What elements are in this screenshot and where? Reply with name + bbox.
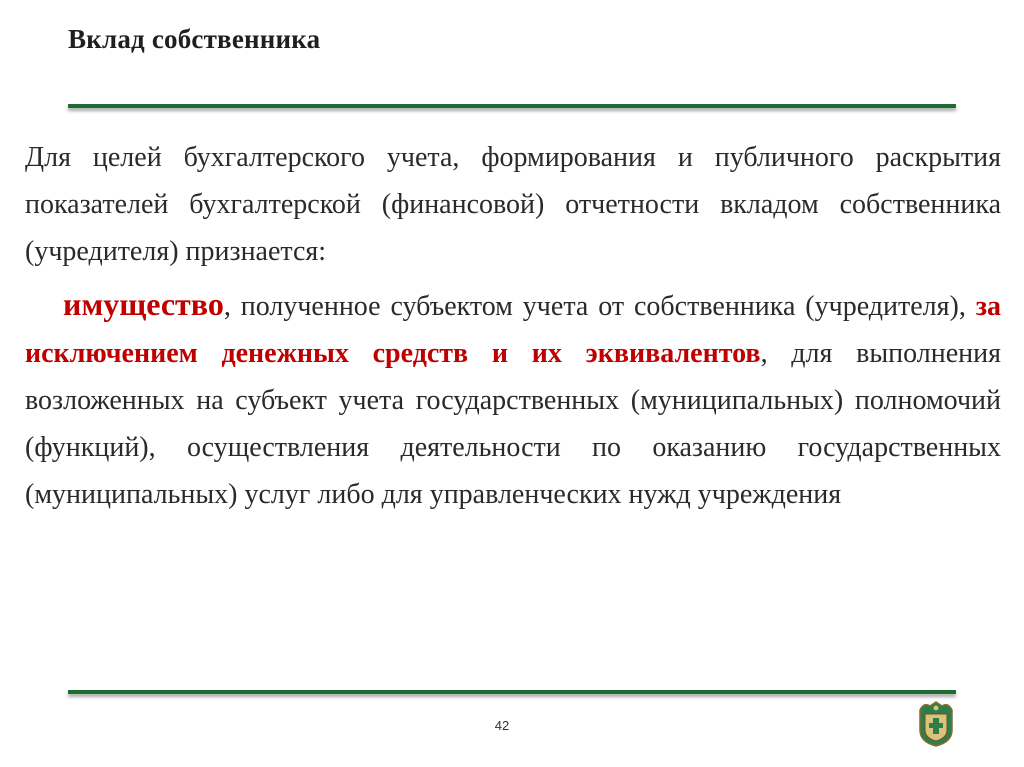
- definition-text-part2: , для выполнения возложенных на субъект учета государственных (муниципальных) полномочий (функций), осуществления деятельности по оказанию государственных (муниципальных) услуг либо для управленческих нужд учреждения: [25, 338, 1002, 510]
- intro-paragraph: Для целей бухгалтерского учета, формирования и публичного раскрытия показателей бухгалтерской (финансовой) отчетности вкладом собственника (учредителя) признается:: [25, 142, 1001, 267]
- definition-text-part1: , полученное субъектом учета от собственника (учредителя),: [223, 291, 976, 322]
- slide-title: Вклад собственника: [68, 24, 321, 54]
- footer-divider: [68, 690, 956, 694]
- title-divider: [68, 104, 956, 108]
- definition-paragraph: [25, 281, 1001, 518]
- coat-of-arms-emblem-icon: [916, 700, 956, 748]
- page-number: 42: [494, 718, 510, 733]
- definition-term: имущество: [63, 286, 224, 322]
- definition-exception: за исключением денежных средств и их эквивалентов: [25, 291, 1001, 369]
- slide-body: [25, 134, 1001, 518]
